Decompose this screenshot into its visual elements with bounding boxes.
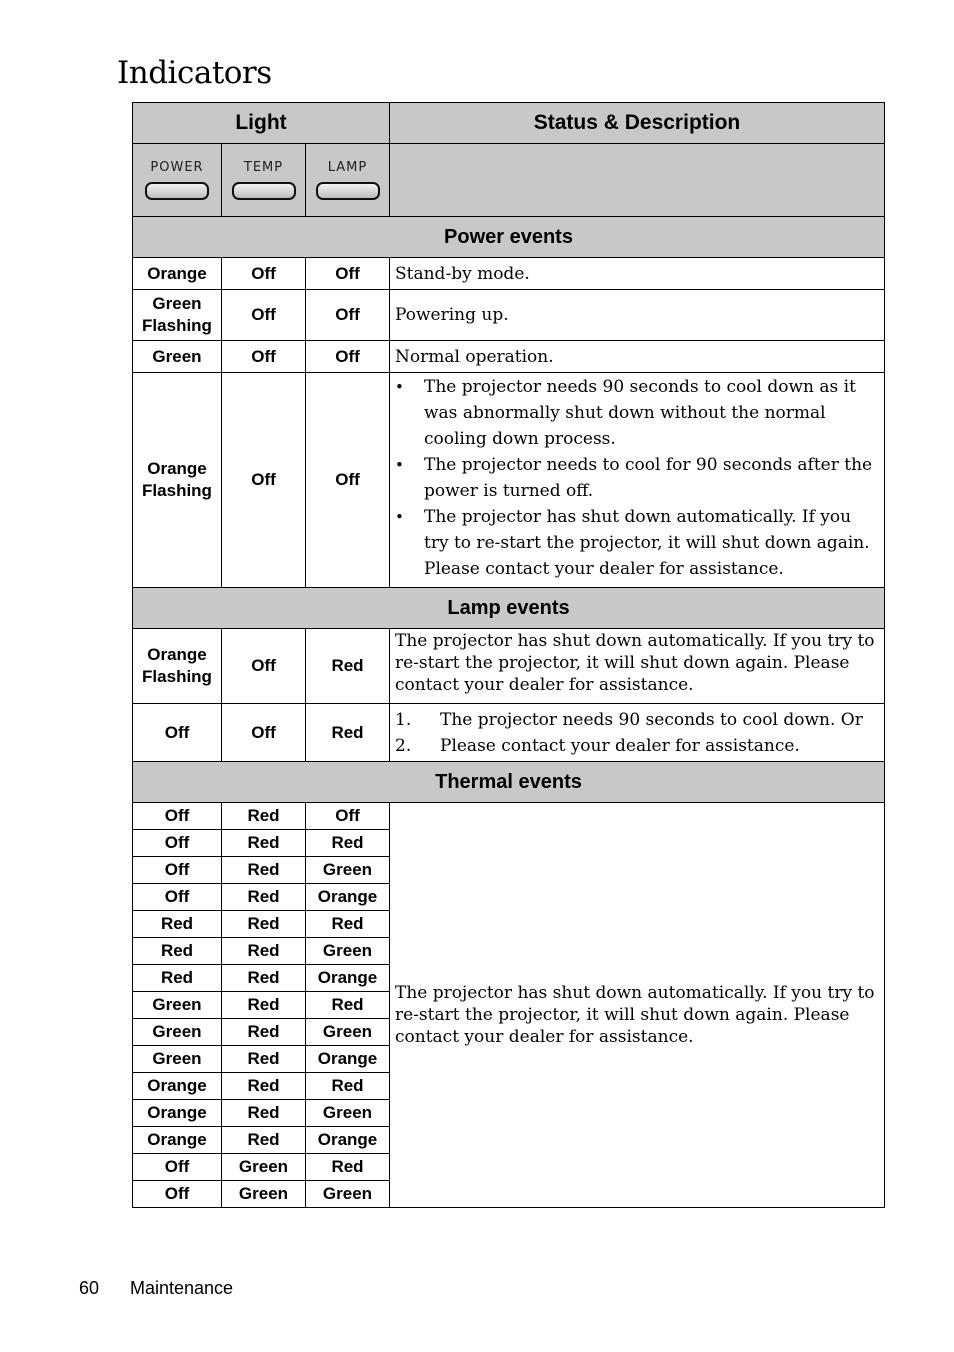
power-state: Red [133,911,222,938]
temp-indicator-label: TEMP [243,160,284,175]
power-state: Green Flashing [133,290,222,341]
status-description: The projector has shut down automatically. If you try to re-start the projector, it will shut down again. Please contact your dealer for assistance. [390,803,885,1208]
lamp-state: Orange [306,1127,390,1154]
power-state: Off [133,704,222,762]
footer-section-name: Maintenance [130,1278,234,1298]
temp-state: Red [222,992,306,1019]
power-state: Off [133,1154,222,1181]
power-state: Orange [133,258,222,290]
lamp-state: Off [306,373,390,588]
lamp-state: Red [306,830,390,857]
table-row [133,704,885,762]
power-state: Orange [133,1100,222,1127]
description-bullet-list [395,374,879,582]
power-state: Off [133,857,222,884]
lamp-state: Red [306,704,390,762]
power-state: Green [133,1046,222,1073]
temp-state: Off [222,629,306,704]
temp-state: Red [222,1100,306,1127]
status-description [390,704,885,762]
lamp-state: Green [306,857,390,884]
temp-state: Off [222,704,306,762]
temp-state: Red [222,803,306,830]
temp-state: Red [222,965,306,992]
lamp-state: Green [306,1100,390,1127]
lamp-state: Green [306,938,390,965]
section-title-lamp: Lamp events [133,588,885,629]
bullet-item: • The projector needs 90 seconds to cool down as it was abnormally shut down without the normal cooling down process. [395,374,879,452]
temp-state: Red [222,1127,306,1154]
header-row [133,103,885,144]
step-number: 1. [395,709,412,730]
section-title-power: Power events [133,217,885,258]
temp-state: Red [222,911,306,938]
status-description: Normal operation. [390,341,885,373]
table-row [133,341,885,373]
table-row [133,803,885,830]
page-title: Indicators [117,55,272,91]
step-text: Please contact your dealer for assistance. [440,735,800,756]
temp-state: Red [222,857,306,884]
status-description: The projector has shut down automatically. If you try to re-start the projector, it will shut down again. Please contact your dealer for assistance. [390,629,885,704]
section-row-thermal [133,762,885,803]
lamp-state: Off [306,803,390,830]
table-row [133,629,885,704]
lamp-state: Off [306,341,390,373]
section-row-lamp [133,588,885,629]
status-description [390,373,885,588]
power-state: Orange [133,1127,222,1154]
temp-state: Off [222,373,306,588]
lamp-state: Orange [306,884,390,911]
power-state: Red [133,965,222,992]
temp-state: Red [222,938,306,965]
power-indicator [133,144,222,217]
lamp-state: Green [306,1181,390,1208]
power-state: Off [133,830,222,857]
step-text: The projector needs 90 seconds to cool down. Or [440,709,863,730]
status-description: Stand-by mode. [390,258,885,290]
indicator-icons-row [133,144,885,217]
lamp-indicator-icon [316,182,380,200]
temp-state: Green [222,1154,306,1181]
temp-indicator [222,144,306,217]
temp-state: Off [222,258,306,290]
status-description-header: Status & Description [390,103,885,144]
indicators-table [132,102,885,1208]
section-title-thermal: Thermal events [133,762,885,803]
lamp-state: Orange [306,1046,390,1073]
lamp-state: Red [306,911,390,938]
lamp-state: Green [306,1019,390,1046]
power-state: Green [133,1019,222,1046]
power-state: Orange Flashing [133,629,222,704]
lamp-state: Red [306,1154,390,1181]
section-row-power [133,217,885,258]
numbered-item [395,707,879,733]
power-indicator-label: POWER [150,160,204,175]
table-row [133,290,885,341]
temp-state: Red [222,830,306,857]
lamp-indicator [306,144,390,217]
power-state: Orange [133,1073,222,1100]
icons-blank-cell [390,144,885,217]
power-state: Off [133,1181,222,1208]
lamp-state: Red [306,992,390,1019]
power-state: Green [133,992,222,1019]
numbered-item [395,733,879,759]
lamp-state: Off [306,258,390,290]
temp-state: Green [222,1181,306,1208]
power-state: Off [133,884,222,911]
lamp-state: Red [306,629,390,704]
bullet-item: • The projector needs to cool for 90 seconds after the power is turned off. [395,452,879,504]
lamp-state: Orange [306,965,390,992]
power-state: Green [133,341,222,373]
description-numbered-list [395,707,879,759]
temp-state: Off [222,290,306,341]
temp-state: Red [222,884,306,911]
table-row [133,373,885,588]
temp-state: Red [222,1019,306,1046]
temp-state: Off [222,341,306,373]
step-number: 2. [395,735,412,756]
lamp-state: Off [306,290,390,341]
light-header: Light [133,103,390,144]
temp-indicator-icon [232,182,296,200]
temp-state: Red [222,1073,306,1100]
temp-state: Red [222,1046,306,1073]
power-state: Off [133,803,222,830]
power-indicator-icon [145,182,209,200]
bullet-item: • The projector has shut down automatically. If you try to re-start the projector, it will shut down again. Please contact your dealer for assistance. [395,504,879,582]
status-description: Powering up. [390,290,885,341]
table-row [133,258,885,290]
power-state: Orange Flashing [133,373,222,588]
page-number: 60 [79,1278,100,1298]
lamp-state: Red [306,1073,390,1100]
power-state: Red [133,938,222,965]
lamp-indicator-label: LAMP [327,160,368,175]
